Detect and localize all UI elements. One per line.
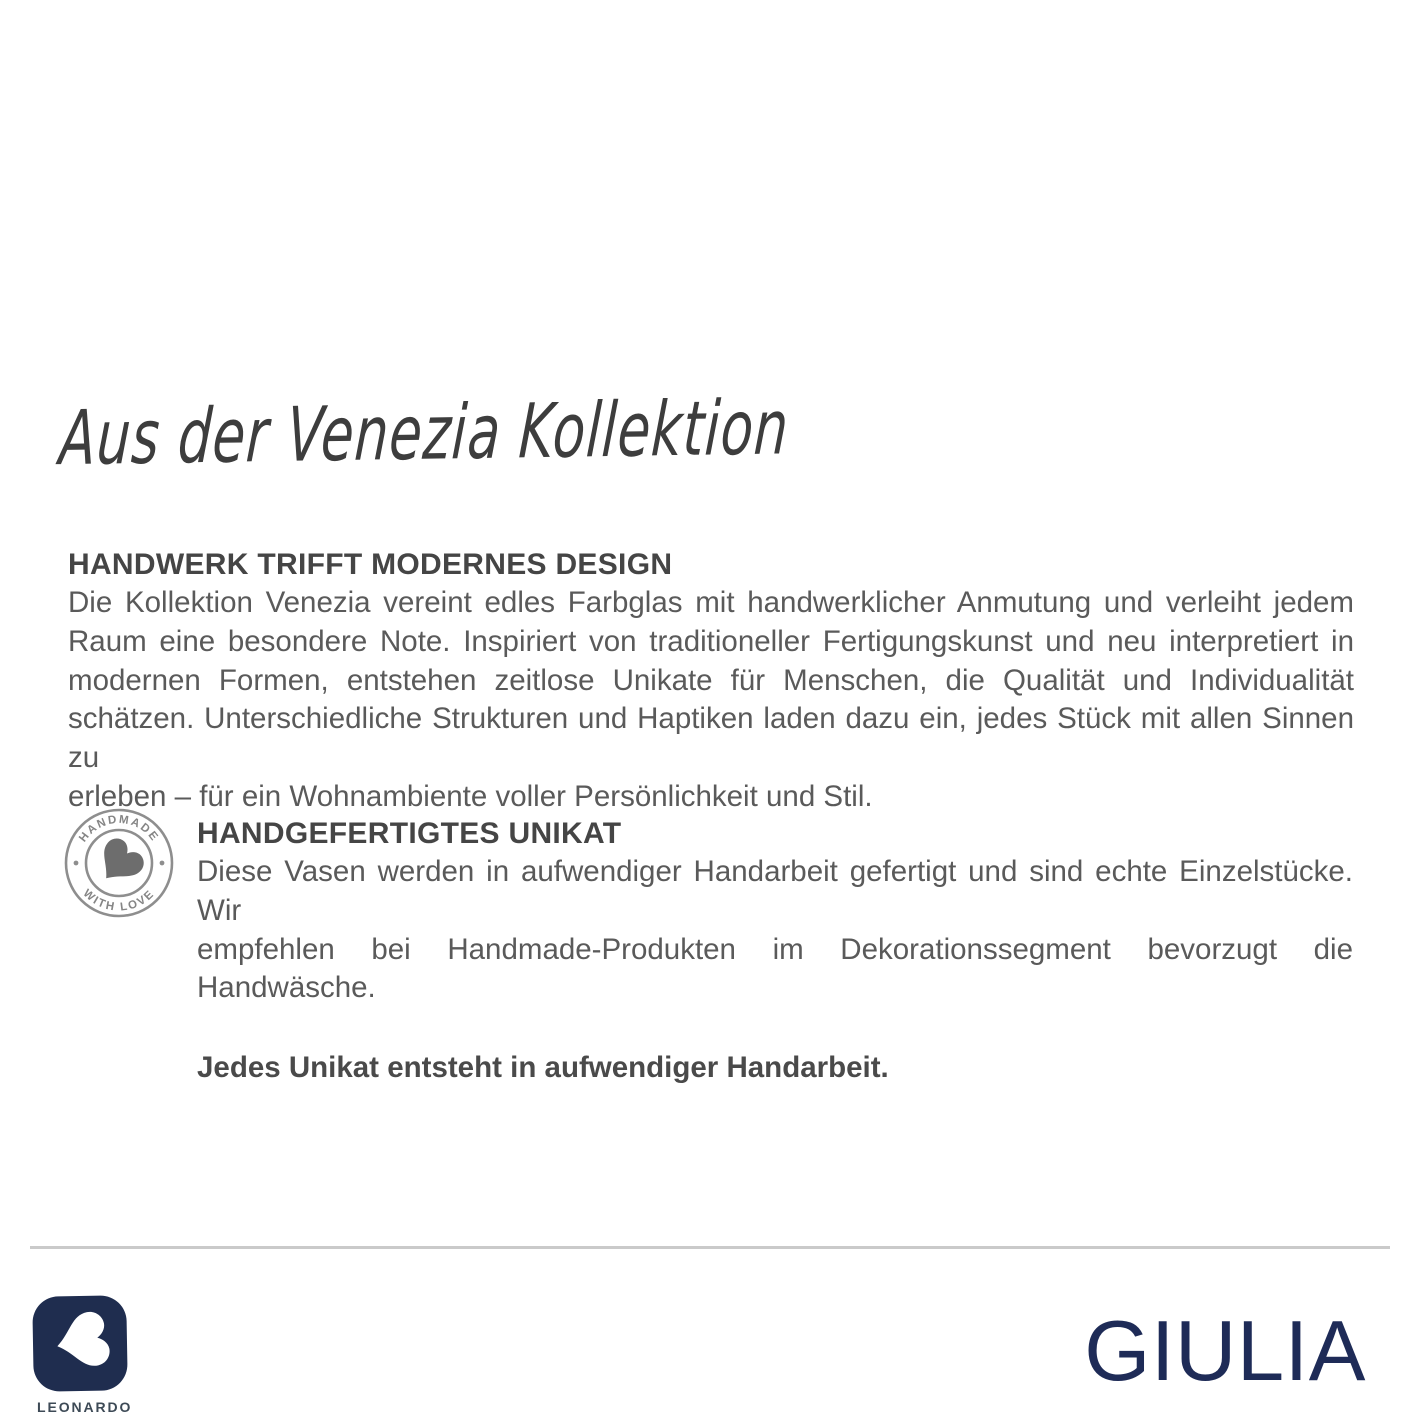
leonardo-wordmark: LEONARDO <box>37 1399 133 1415</box>
leonardo-logo-block <box>30 1292 150 1415</box>
body-text-line: Die Kollektion Venezia vereint edles Farbglas mit handwerklicher Anmutung und verleiht jedem <box>68 586 1354 619</box>
badge-dot-right <box>160 861 165 866</box>
section-handwerk <box>68 546 1354 817</box>
handmade-with-love-badge <box>62 806 176 920</box>
badge-dot-left <box>74 861 79 866</box>
heart-icon <box>90 834 149 892</box>
body-text-line: schätzen. Unterschiedliche Strukturen und Haptiken laden dazu ein, jedes Stück mit allen Sinnen zu <box>68 702 1354 775</box>
leonardo-logo <box>30 1292 130 1394</box>
body-text-line: erleben – für ein Wohnambiente voller Persönlichkeit und Stil. <box>68 779 873 813</box>
body-text-line: modernen Formen, entstehen zeitlose Unikate für Menschen, die Qualität und Individualität <box>68 663 1354 697</box>
collection-script-heading: Aus der Venezia Kollektion <box>57 385 792 483</box>
section-unikat-heading: HANDGEFERTIGTES UNIKAT <box>197 817 622 850</box>
section-handwerk-heading: HANDWERK TRIFFT MODERNES DESIGN <box>68 548 673 581</box>
footer-divider <box>30 1246 1390 1249</box>
body-text-line: empfehlen bei Handmade-Produkten im Dekorationssegment bevorzugt die Handwäsche. <box>197 932 1353 1005</box>
product-name: GIULIA <box>1084 1304 1366 1399</box>
badge-arc-bottom-text: WITH LOVE <box>80 887 158 914</box>
body-text-line: Raum eine besondere Note. Inspiriert von traditioneller Fertigungskunst und neu interpretiert in <box>68 624 1354 658</box>
badge-arc-top-text: HANDMADE <box>77 813 161 845</box>
body-text-line: Diese Vasen werden in aufwendiger Handarbeit gefertigt und sind echte Einzelstücke. Wir <box>197 855 1353 927</box>
section-unikat <box>197 815 1353 1087</box>
handmade-emphasis-note: Jedes Unikat entsteht in aufwendiger Handarbeit. <box>197 1051 889 1085</box>
